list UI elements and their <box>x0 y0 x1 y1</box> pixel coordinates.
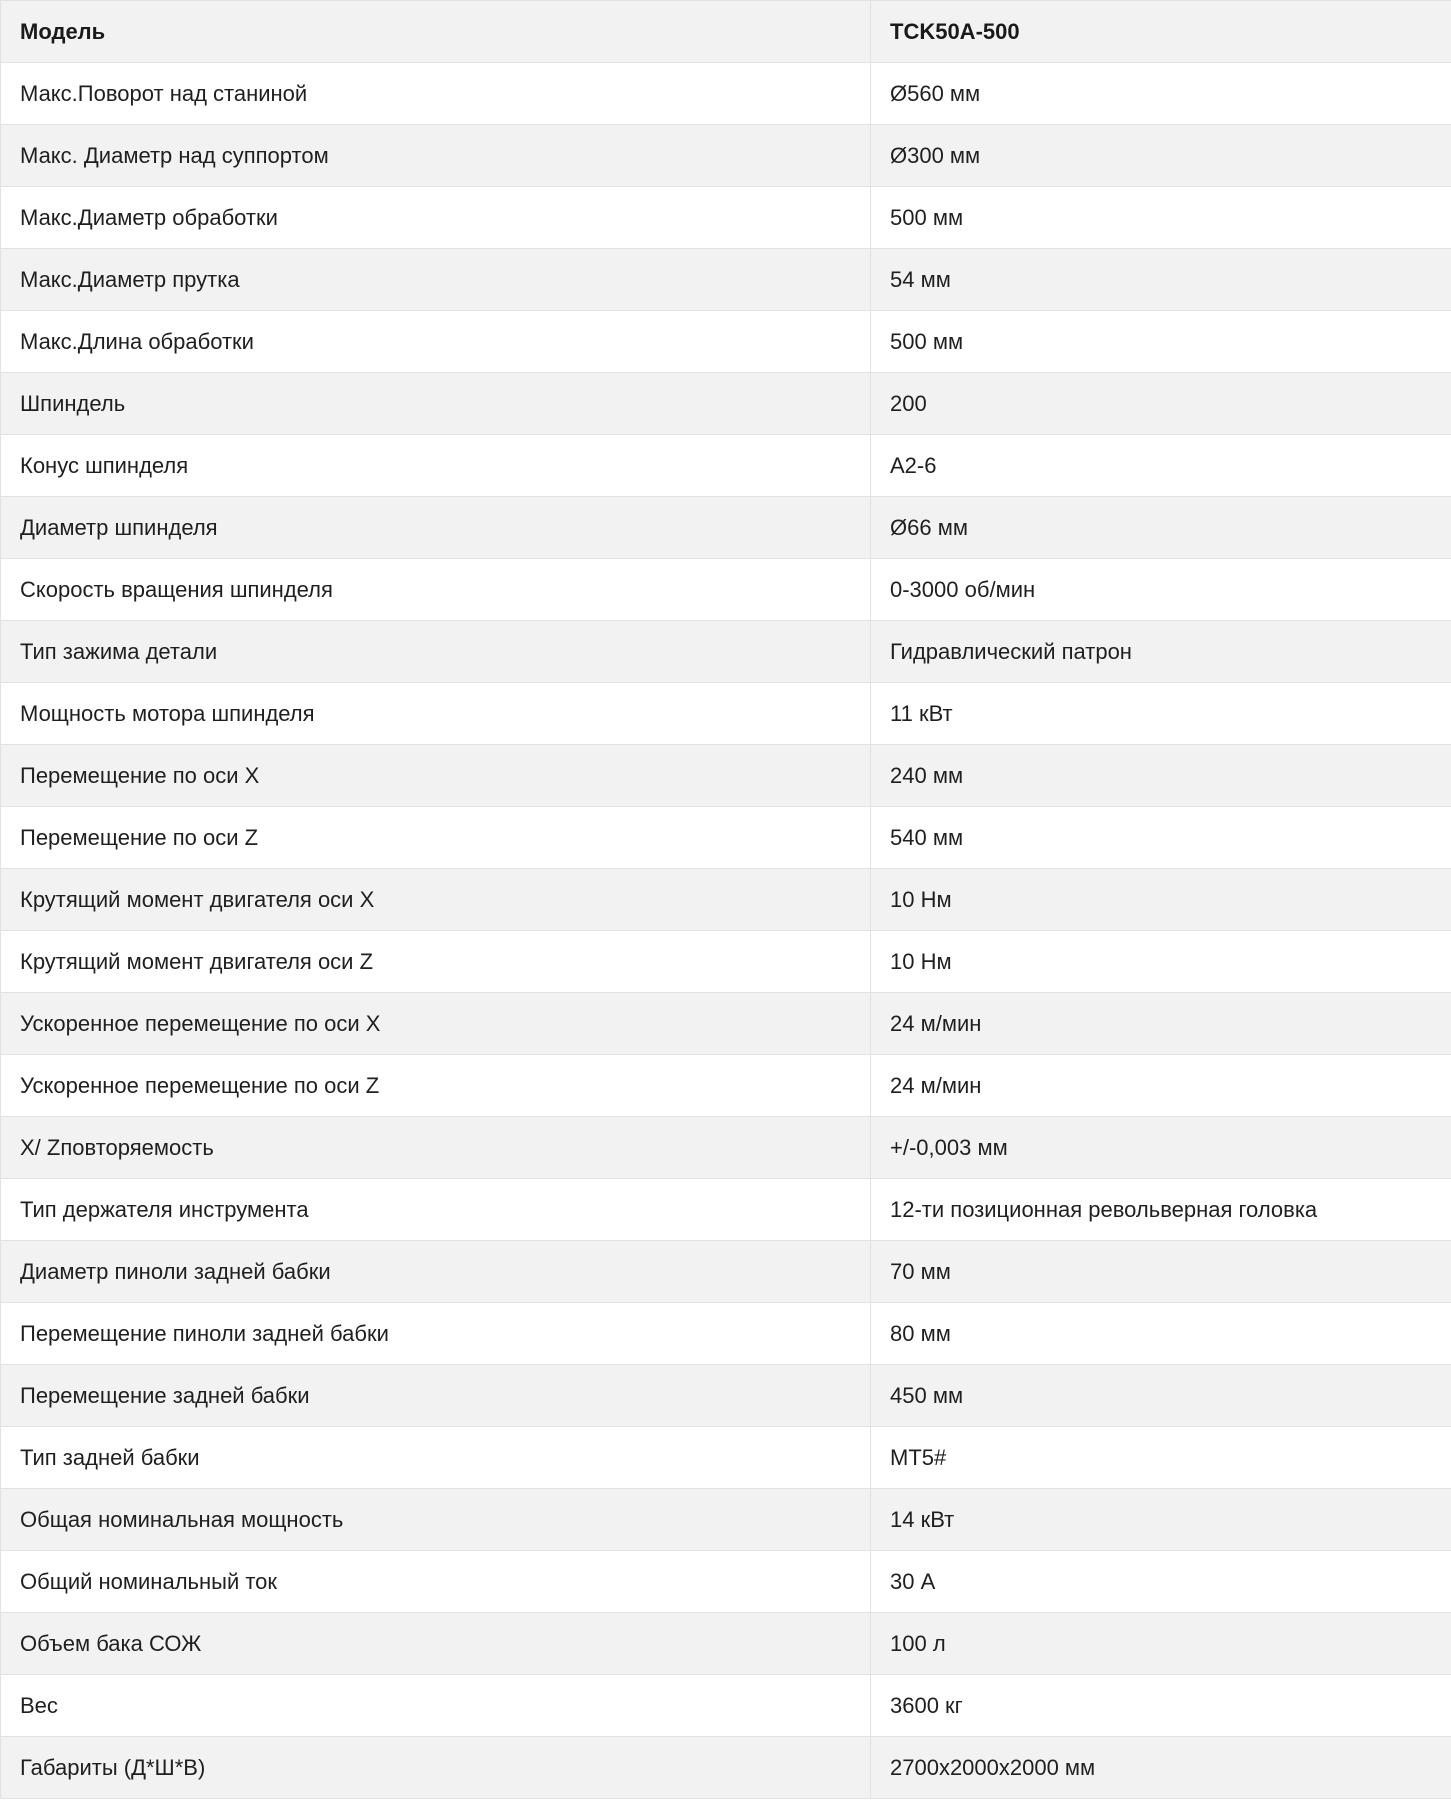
value-cell: 450 мм <box>871 1365 1451 1427</box>
param-cell: Габариты (Д*Ш*В) <box>1 1737 871 1799</box>
param-cell: Общий номинальный ток <box>1 1551 871 1613</box>
param-cell: Мощность мотора шпинделя <box>1 683 871 745</box>
value-cell: A2-6 <box>871 435 1451 497</box>
value-cell: 11 кВт <box>871 683 1451 745</box>
value-cell: 240 мм <box>871 745 1451 807</box>
table-row <box>1 1117 1451 1179</box>
value-cell: Ø300 мм <box>871 125 1451 187</box>
param-cell: Макс.Поворот над станиной <box>1 63 871 125</box>
param-cell: Тип зажима детали <box>1 621 871 683</box>
param-cell: Макс.Диаметр прутка <box>1 249 871 311</box>
value-cell: 2700x2000x2000 мм <box>871 1737 1451 1799</box>
value-cell: 30 А <box>871 1551 1451 1613</box>
value-cell: 500 мм <box>871 311 1451 373</box>
value-cell: 10 Нм <box>871 869 1451 931</box>
table-row <box>1 559 1451 621</box>
table-row <box>1 1675 1451 1737</box>
param-cell: Ускоренное перемещение по оси X <box>1 993 871 1055</box>
param-cell: Диаметр шпинделя <box>1 497 871 559</box>
table-row <box>1 1737 1451 1799</box>
param-cell: Перемещение задней бабки <box>1 1365 871 1427</box>
table-row <box>1 683 1451 745</box>
table-row <box>1 1303 1451 1365</box>
header-model-value: TCK50A-500 <box>871 1 1451 63</box>
value-cell: 10 Нм <box>871 931 1451 993</box>
param-cell: Перемещение по оси Z <box>1 807 871 869</box>
param-cell: Ускоренное перемещение по оси Z <box>1 1055 871 1117</box>
table-row <box>1 435 1451 497</box>
table-row <box>1 869 1451 931</box>
value-cell: 100 л <box>871 1613 1451 1675</box>
value-cell: 200 <box>871 373 1451 435</box>
value-cell: 500 мм <box>871 187 1451 249</box>
table-row <box>1 1427 1451 1489</box>
param-cell: Макс.Длина обработки <box>1 311 871 373</box>
param-cell: Макс.Диаметр обработки <box>1 187 871 249</box>
table-row <box>1 621 1451 683</box>
param-cell: Перемещение по оси X <box>1 745 871 807</box>
param-cell: Скорость вращения шпинделя <box>1 559 871 621</box>
table-row <box>1 1489 1451 1551</box>
table-row <box>1 311 1451 373</box>
table-row <box>1 1055 1451 1117</box>
table-row <box>1 1179 1451 1241</box>
param-cell: Тип держателя инструмента <box>1 1179 871 1241</box>
table-row <box>1 1365 1451 1427</box>
header-param-label: Модель <box>1 1 871 63</box>
table-row <box>1 373 1451 435</box>
value-cell: 0-3000 об/мин <box>871 559 1451 621</box>
table-row <box>1 1551 1451 1613</box>
table-row <box>1 993 1451 1055</box>
table-row <box>1 1613 1451 1675</box>
param-cell: X/ Zповторяемость <box>1 1117 871 1179</box>
param-cell: Тип задней бабки <box>1 1427 871 1489</box>
param-cell: Диаметр пиноли задней бабки <box>1 1241 871 1303</box>
param-cell: Вес <box>1 1675 871 1737</box>
table-row <box>1 63 1451 125</box>
value-cell: +/-0,003 мм <box>871 1117 1451 1179</box>
value-cell: 24 м/мин <box>871 1055 1451 1117</box>
value-cell: 540 мм <box>871 807 1451 869</box>
table-header-row <box>1 1 1451 63</box>
param-cell: Перемещение пиноли задней бабки <box>1 1303 871 1365</box>
value-cell: Гидравлический патрон <box>871 621 1451 683</box>
value-cell: 12-ти позиционная револьверная головка <box>871 1179 1451 1241</box>
value-cell: 14 кВт <box>871 1489 1451 1551</box>
table-row <box>1 497 1451 559</box>
param-cell: Крутящий момент двигателя оси Z <box>1 931 871 993</box>
table-row <box>1 249 1451 311</box>
param-cell: Шпиндель <box>1 373 871 435</box>
value-cell: Ø66 мм <box>871 497 1451 559</box>
param-cell: Конус шпинделя <box>1 435 871 497</box>
value-cell: 3600 кг <box>871 1675 1451 1737</box>
value-cell: 24 м/мин <box>871 993 1451 1055</box>
table-row <box>1 187 1451 249</box>
value-cell: Ø560 мм <box>871 63 1451 125</box>
param-cell: Крутящий момент двигателя оси X <box>1 869 871 931</box>
table-body <box>1 63 1451 1799</box>
param-cell: Общая номинальная мощность <box>1 1489 871 1551</box>
table-row <box>1 931 1451 993</box>
value-cell: MT5# <box>871 1427 1451 1489</box>
table-row <box>1 745 1451 807</box>
param-cell: Макс. Диаметр над суппортом <box>1 125 871 187</box>
value-cell: 54 мм <box>871 249 1451 311</box>
table-row <box>1 1241 1451 1303</box>
value-cell: 70 мм <box>871 1241 1451 1303</box>
value-cell: 80 мм <box>871 1303 1451 1365</box>
table-row <box>1 125 1451 187</box>
table-row <box>1 807 1451 869</box>
param-cell: Объем бака СОЖ <box>1 1613 871 1675</box>
